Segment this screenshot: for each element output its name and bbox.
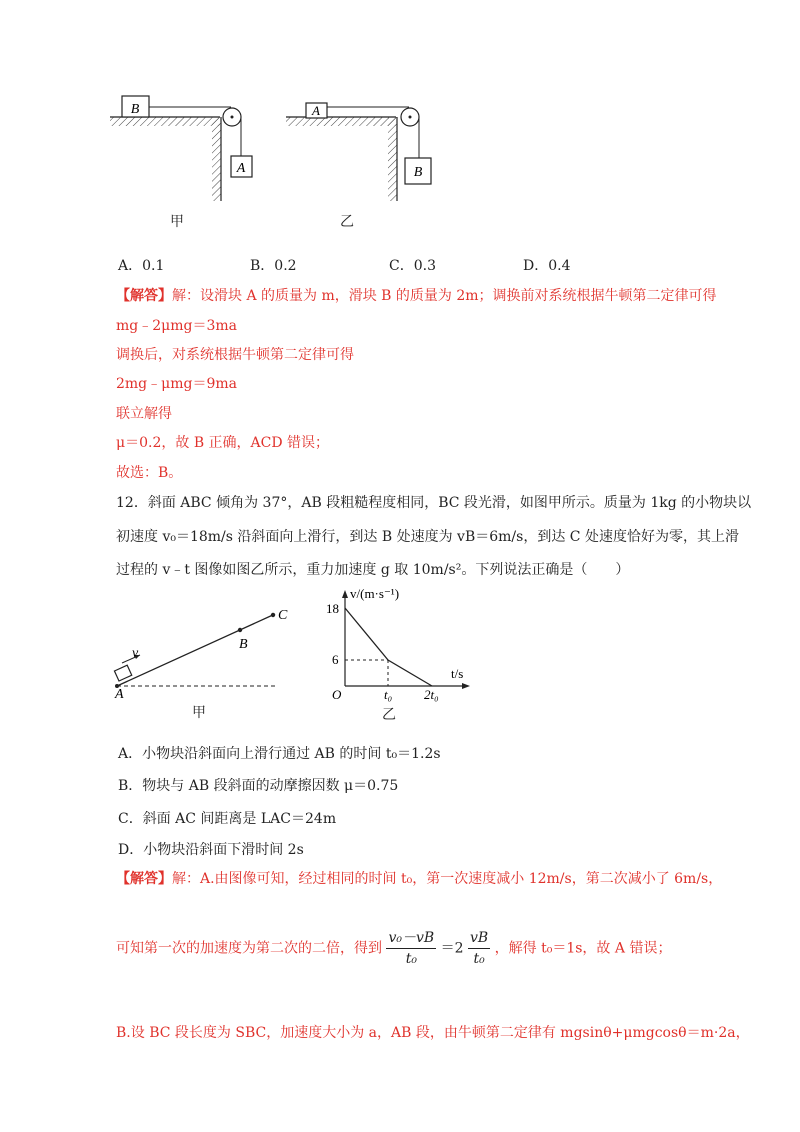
q11-answer-line-5: 联立解得 <box>116 406 172 422</box>
q11-option-b: B．0.2 <box>250 258 297 274</box>
point-a-label: A <box>115 687 124 702</box>
vt-x-tick-t0: t₀ <box>384 687 393 702</box>
incline-figure <box>105 600 305 710</box>
vt-y-tick-18: 18 <box>326 601 339 616</box>
label-right-top: A <box>312 103 320 118</box>
q12-answer-line-1: 【解答】解：A.由图像可知，经过相同的时间 t₀，第一次速度减小 12m/s，第二次减小了 6m/s， <box>116 871 723 887</box>
q12-option-c: C．斜面 AC 间距离是 LAC＝24m <box>118 811 337 827</box>
q11-answer-line-7: 故选：B。 <box>116 465 183 481</box>
q12-option-d: D．小物块沿斜面下滑时间 2s <box>118 842 304 858</box>
incline-caption: 甲 <box>192 705 206 721</box>
vt-y-tick-6: 6 <box>332 652 339 667</box>
vt-origin: O <box>332 687 342 702</box>
incline-surface <box>117 614 275 686</box>
vt-x-label: t/s <box>451 666 464 681</box>
pulley-figure <box>100 88 440 213</box>
q11-answer-line-2: mg﹣2μmg＝3ma <box>116 318 238 334</box>
q11-answer-tag: 【解答】 <box>116 288 172 304</box>
caption-right: 乙 <box>340 214 354 230</box>
q11-option-d: D．0.4 <box>523 258 571 274</box>
q12-option-b: B．物块与 AB 段斜面的动摩擦因数 μ＝0.75 <box>118 778 399 794</box>
q11-answer-line-1: 【解答】解：设滑块 A 的质量为 m，滑块 B 的质量为 2m；调换前对系统根据牛顿第二定律可得 <box>116 288 717 304</box>
caption-left: 甲 <box>170 214 184 230</box>
point-b-label: B <box>239 637 248 652</box>
q11-answer-line-6: μ＝0.2，故 B 正确，ACD 错误； <box>116 435 330 451</box>
q12-stem-line-3: 过程的 v﹣t 图像如图乙所示，重力加速度 g 取 10m/s²。下列说法正确是（ ） <box>116 562 630 578</box>
point-c-dot <box>271 613 275 617</box>
label-left-top: B <box>130 102 140 117</box>
q12-answer-line-3: B.设 BC 段长度为 SBC，加速度大小为 a，AB 段，由牛顿第二定律有 mgsinθ+μmgcosθ＝m·2a， <box>116 1025 750 1041</box>
q12-stem-line-1: 12．斜面 ABC 倾角为 37°，AB 段粗糙程度相同，BC 段光滑，如图甲所示。质量为 1kg 的小物块以 <box>116 495 752 511</box>
pulley-setup-right <box>286 103 431 201</box>
fraction-2: $\frac{vB}{\text{t₀}}$ <box>470 930 489 967</box>
q11-option-a: A．0.1 <box>118 258 165 274</box>
vt-y-label: v/(m·s⁻¹) <box>350 586 400 601</box>
q12-stem-line-2: 初速度 v₀＝18m/s 沿斜面向上滑行，到达 B 处速度为 vB＝6m/s，到达 C 处速度恰好为零，其上滑 <box>116 529 739 545</box>
q11-answer-line-3: 调换后，对系统根据牛顿第二定律可得 <box>116 347 354 363</box>
vt-x-tick-2t0: 2t₀ <box>424 687 439 702</box>
q11-answer-line-4: 2mg﹣μmg＝9ma <box>116 376 238 392</box>
q12-option-a: A．小物块沿斜面向上滑行通过 AB 的时间 t₀＝1.2s <box>118 746 441 762</box>
label-right-hang: B <box>413 165 423 180</box>
small-block <box>114 665 131 681</box>
q11-option-c: C．0.3 <box>389 258 436 274</box>
velocity-label: v <box>132 646 139 661</box>
vt-caption: 乙 <box>382 707 396 723</box>
point-b-dot <box>238 628 242 632</box>
point-c-label: C <box>278 608 288 623</box>
label-left-hang: A <box>236 161 246 176</box>
vt-graph <box>320 586 480 706</box>
q12-answer-line-2: 可知第一次的加速度为第二次的二倍，得到 $\frac{\text{v₀－vB}}{\text{t₀}}$ ＝2 $\frac{vB}{\text{t₀}}$ ，解得 t₀＝1s，故 A 错误； <box>116 930 672 967</box>
fraction-1: $\frac{\text{v₀－vB}}{\text{t₀}}$ <box>388 930 435 967</box>
q12-answer-tag: 【解答】 <box>116 871 172 887</box>
